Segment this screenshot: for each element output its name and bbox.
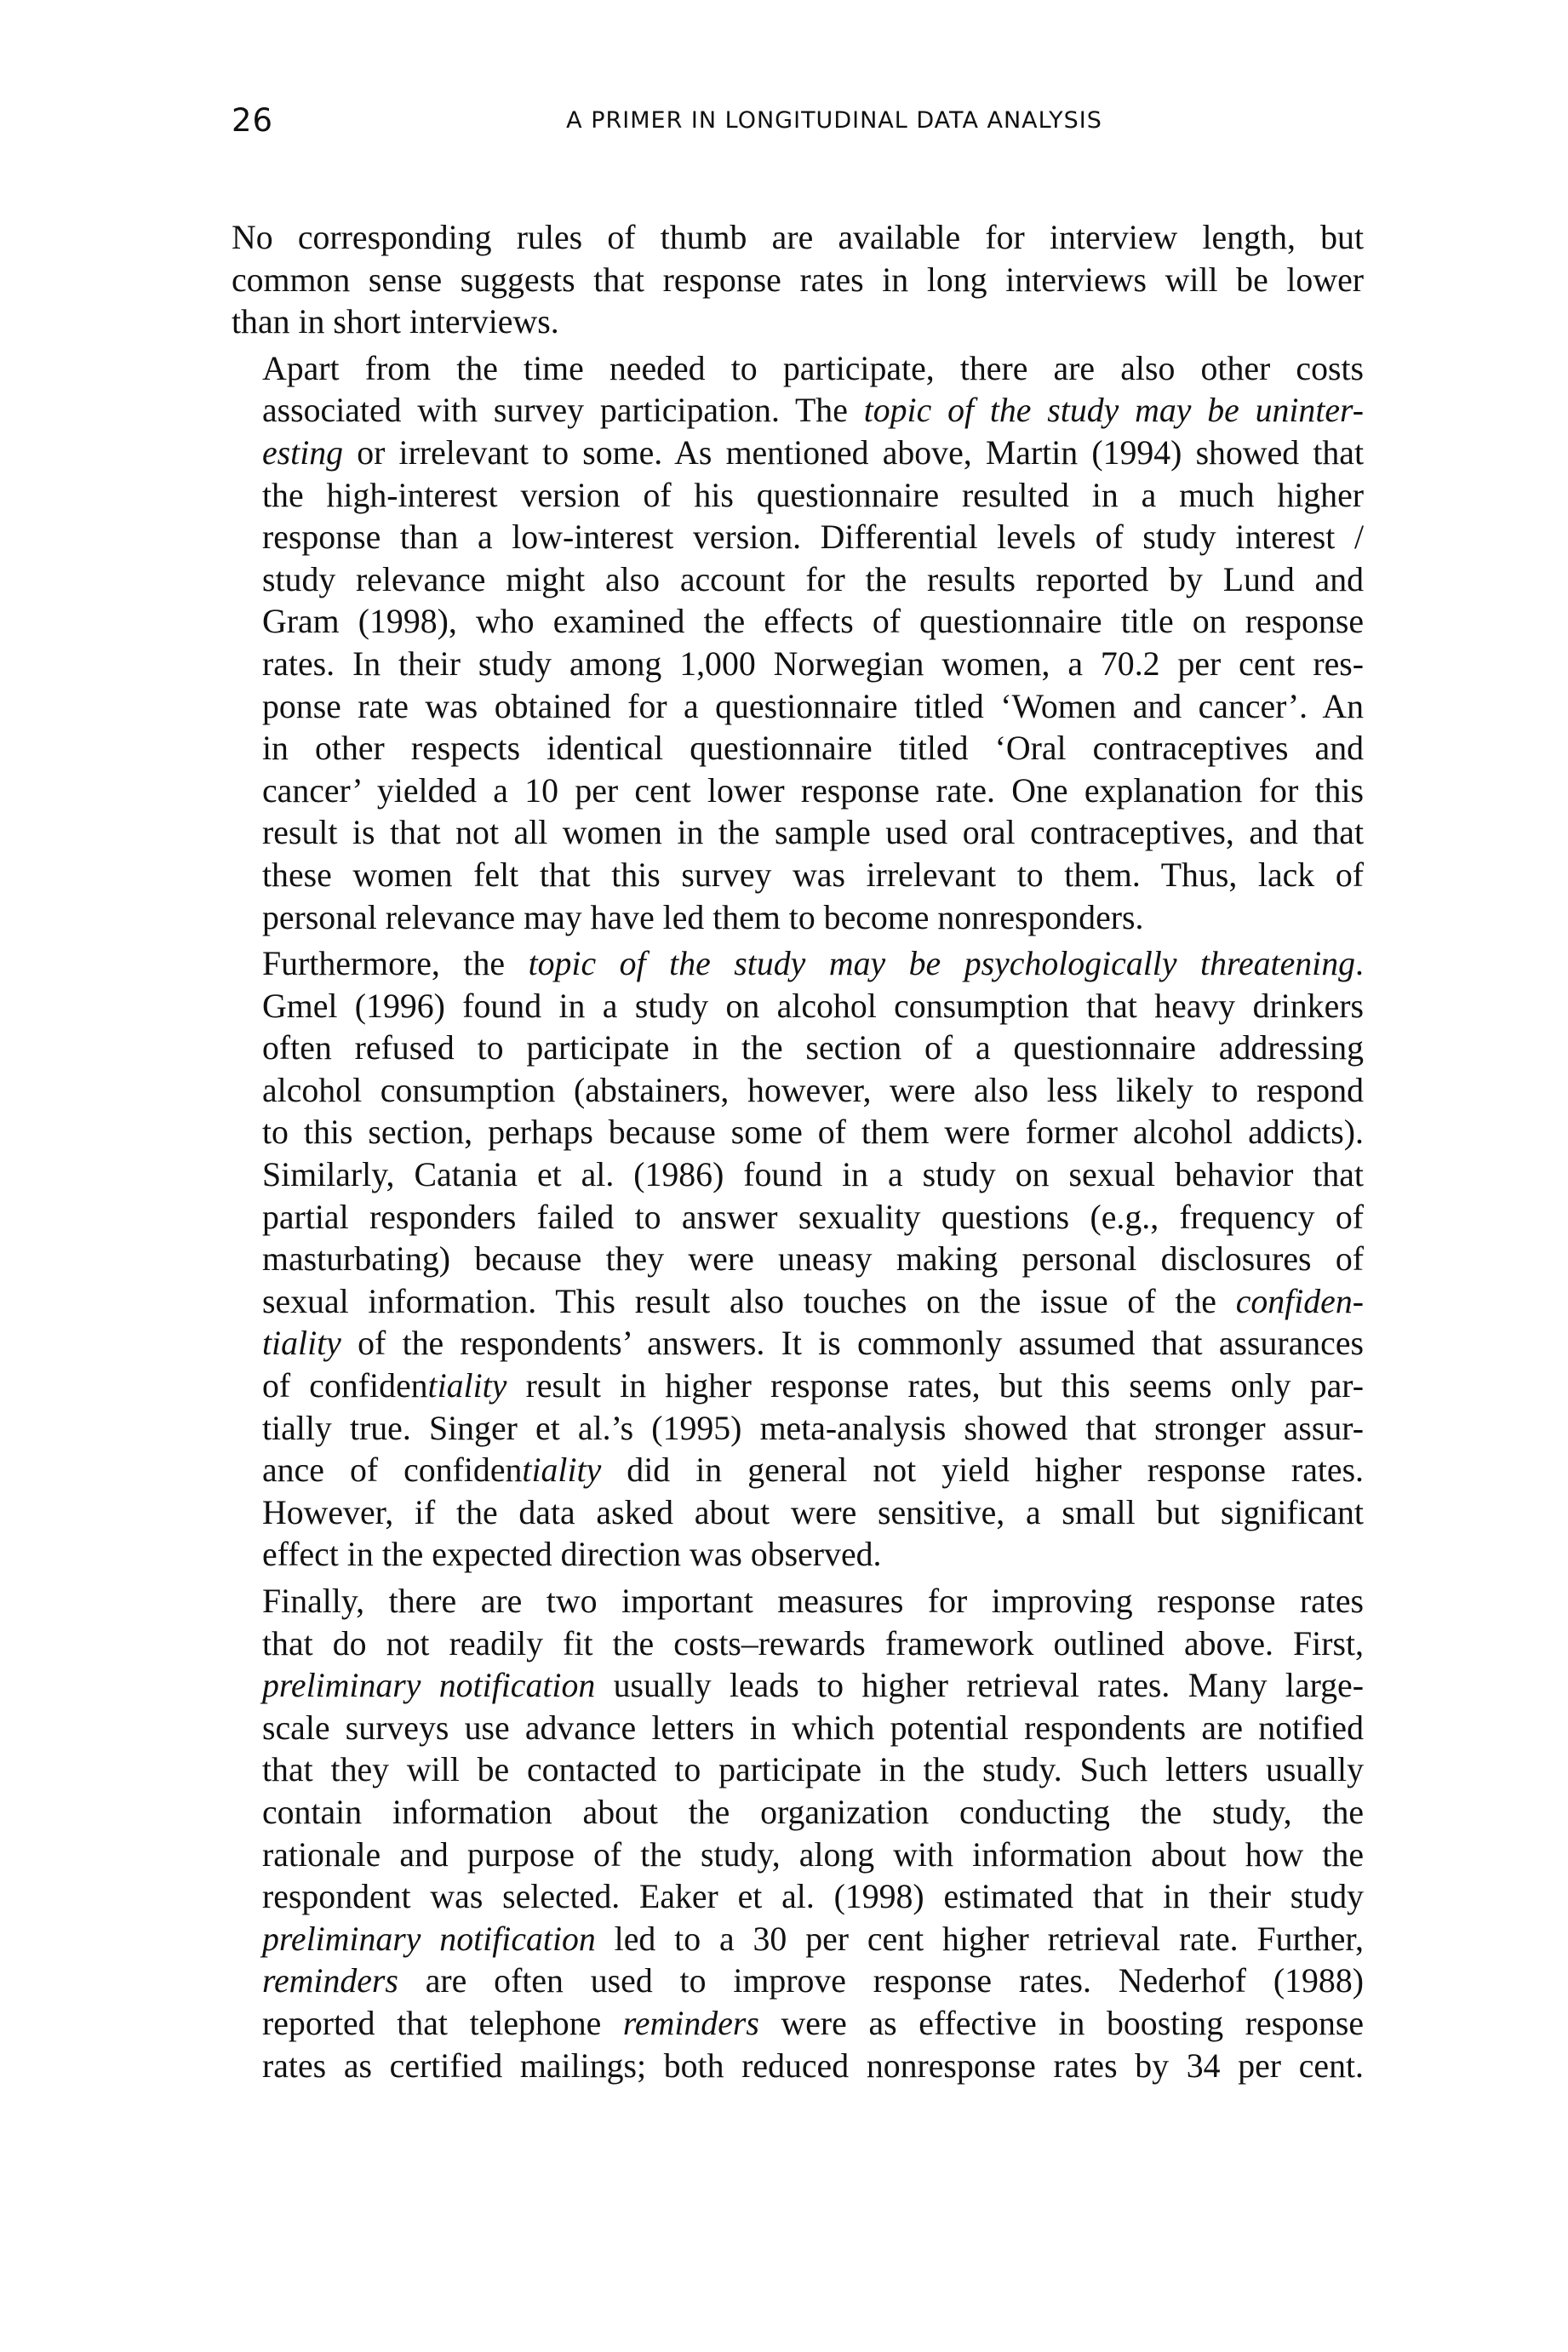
text-line: masturbating) because they were uneasy making personal disclosures of [262,1240,1364,1279]
text-line: common sense suggests that response rates in long interviews will be lower [232,260,1364,299]
text-line: alcohol consumption (abstainers, however, were also less likely to respond [262,1071,1364,1109]
emphasis: esting [262,433,344,472]
text-line: associated with survey participation. The topic of the study may be uninter- [262,392,1364,430]
emphasis: reminders [262,1962,398,2000]
text-line: esting or irrelevant to some. As mentioned above, Martin (1994) showed that [262,433,1364,472]
text-line: rates. In their study among 1,000 Norwegian women, a 70.2 per cent res- [262,644,1364,683]
text-line: sexual information. This result also touches on the issue of the confiden- [262,1282,1364,1320]
paragraph-2 [232,348,1364,939]
text-line: partial responders failed to answer sexuality questions (e.g., frequency of [262,1198,1364,1236]
text-line: Furthermore, the topic of the study may be psychologically threatening. [262,945,1364,983]
text-line: Gmel (1996) found in a study on alcohol consumption that heavy drinkers [262,987,1364,1025]
text-line: Apart from the time needed to participate, there are also other costs [262,349,1364,387]
text-line: rationale and purpose of the study, along with information about how the [262,1835,1364,1874]
text-line: No corresponding rules of thumb are available for interview length, but [232,219,1364,256]
running-head-title: A PRIMER IN LONGITUDINAL DATA ANALYSIS [566,107,1102,134]
text-line: personal relevance may have led them to become nonresponders. [262,898,1144,936]
text-line: ponse rate was obtained for a questionnaire titled ‘Women and cancer’. An [262,687,1364,725]
text-line: often refused to participate in the section of a questionnaire addressing [262,1029,1364,1067]
body-text [232,217,1364,2092]
emphasis: reminders [622,2004,759,2042]
text-line: respondent was selected. Eaker et al. (1998) estimated that in their study [262,1878,1364,1916]
paragraph-4 [232,1581,1364,2087]
text-line: the high-interest version of his questionnaire resulted in a much higher [262,476,1364,514]
text-line: Similarly, Catania et al. (1986) found in a study on sexual behavior that [262,1156,1364,1194]
text-line: ance of confidentiality did in general not yield higher response rates. [262,1451,1365,1490]
text-line: that they will be contacted to participate in the study. Such letters usually [262,1751,1364,1789]
text-line: reminders are often used to improve response rates. Nederhof (1988) [262,1962,1364,2000]
text-line: tiality of the respondents’ answers. It is commonly assumed that assurances [262,1325,1364,1363]
text-line: study relevance might also account for the results reported by Lund and [262,560,1364,598]
text-line: Gram (1998), who examined the effects of questionnaire title on response [262,603,1364,641]
text-line: than in short interviews. [232,303,559,341]
text-line: scale surveys use advance letters in which potential respondents are notified [262,1708,1364,1747]
emphasis: topic of the study may be uninter- [863,392,1364,430]
text-line: preliminary notification led to a 30 per cent higher retrieval rate. Further, [262,1920,1364,1958]
page-number: 26 [232,102,274,139]
text-line: reported that telephone reminders were as effective in boosting response [262,2004,1364,2042]
running-head [232,95,1365,146]
text-line: preliminary notification usually leads to higher retrieval rates. Many large- [262,1667,1364,1705]
text-line: cancer’ yielded a 10 per cent lower response rate. One explanation for this [262,771,1364,810]
emphasis: tiality [262,1325,341,1363]
emphasis: preliminary notification [262,1667,596,1705]
text-line: that do not readily fit the costs–rewards framework outlined above. First, [262,1624,1364,1662]
emphasis: confiden- [1235,1282,1364,1320]
text-line: result is that not all women in the sample used oral contraceptives, and that [262,814,1364,852]
text-line: of confidentiality result in higher response rates, but this seems only par- [262,1367,1364,1405]
text-line: rates as certified mailings; both reduced nonresponse rates by 34 per cent. [262,2046,1364,2085]
emphasis: tiality [427,1367,507,1405]
text-line: tially true. Singer et al.’s (1995) meta-analysis showed that stronger assur- [262,1409,1364,1447]
paragraph-1 [232,217,1364,344]
emphasis: tiality [522,1451,602,1490]
text-line: response than a low-interest version. Differential levels of study interest / [262,518,1364,557]
text-line: these women felt that this survey was irrelevant to them. Thus, lack of [262,856,1364,894]
text-line: Finally, there are two important measures for improving response rates [262,1582,1364,1620]
emphasis: topic of the study may be psychologically threatening [528,945,1356,983]
text-line: However, if the data asked about were sensitive, a small but significant [262,1493,1364,1531]
text-line: in other respects identical questionnaire titled ‘Oral contraceptives and [262,730,1364,768]
text-line: contain information about the organization conducting the study, the [262,1793,1364,1831]
paragraph-3 [232,943,1364,1577]
text-line: to this section, perhaps because some of them were former alcohol addicts). [262,1113,1364,1152]
emphasis: preliminary notification [262,1920,596,1958]
text-line: effect in the expected direction was observed. [262,1536,882,1574]
